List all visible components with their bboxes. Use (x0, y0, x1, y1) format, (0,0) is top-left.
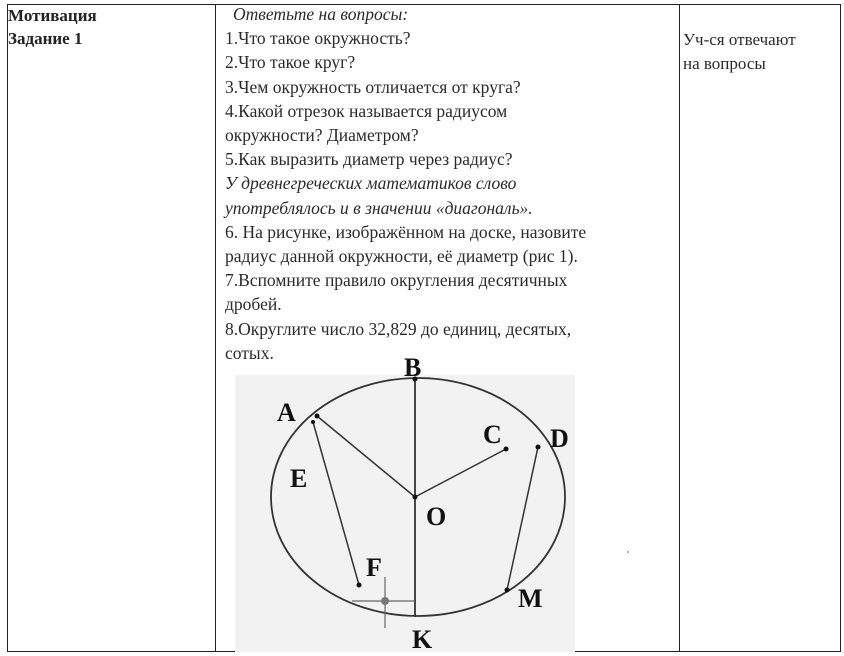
question-line: 5.Как выразить диаметр через радиус? (225, 149, 513, 170)
question-line: 8.Округлите число 32,829 до единиц, десятых, (225, 318, 572, 339)
point-o (413, 495, 418, 500)
label-a: A (277, 398, 296, 427)
label-f: F (366, 553, 382, 582)
task-title: Задание 1 (8, 29, 83, 48)
stage-title: Мотивация (8, 6, 97, 25)
question-line: окружности? Диаметром? (225, 125, 419, 146)
label-o: O (426, 502, 447, 531)
crosshair-dot (381, 597, 389, 605)
student-activity-line: Уч-ся отвечают (683, 30, 796, 49)
question-line: 4.Какой отрезок называется радиусом (225, 100, 508, 121)
question-line: 2.Что такое круг? (225, 52, 356, 73)
label-e: E (290, 464, 308, 493)
questions-heading: Ответьте на вопросы: (233, 4, 409, 24)
question-line: 7.Вспомните правило округления десятичных (225, 270, 568, 291)
question-line: дробей. (225, 294, 282, 315)
label-b: B (404, 353, 422, 382)
point-f (357, 583, 362, 588)
point-m (505, 588, 510, 593)
question-line: радиус данной окружности, её диаметр (рис 1). (225, 246, 578, 267)
question-line: 6. На рисунке, изображённом на доске, назовите (225, 221, 587, 242)
label-m: M (518, 584, 543, 613)
point-c (504, 447, 509, 452)
label-c: C (483, 420, 502, 449)
history-note: употреблялось и в значении «диагональ». (225, 197, 533, 218)
point-e (311, 420, 315, 424)
question-line: 1.Что такое окружность? (225, 28, 411, 49)
label-d: D (550, 424, 569, 453)
question-line: 3.Чем окружность отличается от круга? (225, 76, 521, 97)
student-activity-line: на вопросы (683, 54, 766, 73)
label-k: K (412, 625, 433, 654)
point-a (315, 414, 320, 419)
stray-dot (627, 551, 629, 553)
question-line: сотых. (225, 342, 274, 363)
history-note: У древнегреческих математиков слово (225, 173, 517, 194)
point-d (536, 445, 541, 450)
